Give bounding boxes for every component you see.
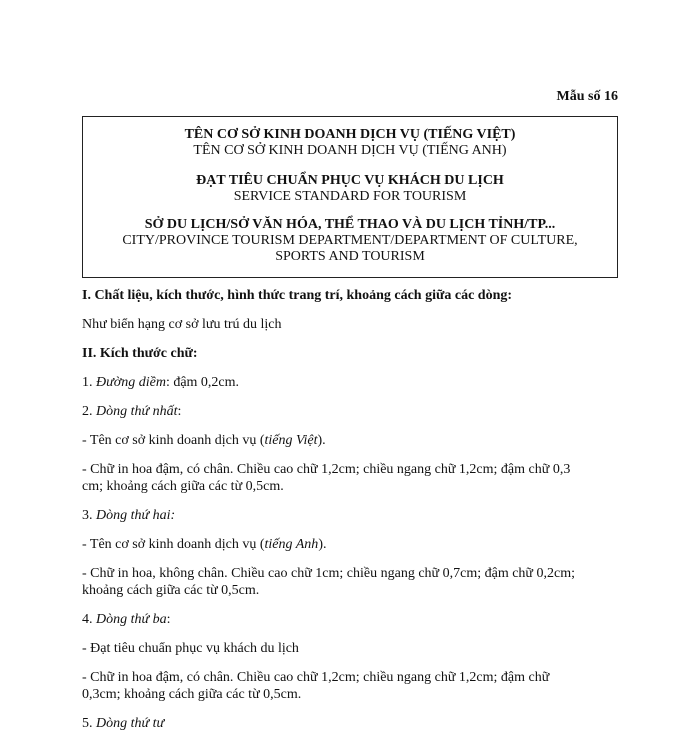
- item3-a-text: - Tên cơ sở kinh doanh dịch vụ (: [82, 537, 265, 552]
- item1: [82, 374, 622, 391]
- item1-text: : đậm 0,2cm.: [165, 375, 240, 390]
- sign-header-box: [82, 116, 618, 278]
- header-line-en-name: TÊN CƠ SỞ KINH DOANH DỊCH VỤ (TIẾNG ANH): [193, 143, 507, 158]
- item2-b-line2: cm; khoảng cách giữa các từ 0,5cm.: [82, 479, 284, 494]
- item2-b-line1: - Chữ in hoa đậm, có chân. Chiều cao chữ 1,2cm; chiều ngang chữ 1,2cm; đậm chữ 0,3: [82, 462, 571, 477]
- item3: [82, 507, 622, 524]
- header-line-standard-en: SERVICE STANDARD FOR TOURISM: [233, 189, 467, 204]
- header-line-standard-vn: ĐẠT TIÊU CHUẨN PHỤC VỤ KHÁCH DU LỊCH: [196, 173, 504, 188]
- header-line-department-en-2: SPORTS AND TOURISM: [275, 249, 425, 264]
- item4-line-a: - Đạt tiêu chuẩn phục vụ khách du lịch: [82, 641, 299, 656]
- item2: [82, 403, 622, 420]
- item5-number: 5.: [82, 716, 96, 731]
- item2-number: 2.: [82, 404, 96, 419]
- section2-heading: II. Kích thước chữ:: [82, 346, 198, 361]
- item2-a-italic: tiếng Việt: [264, 433, 318, 448]
- item2-title: Dòng thứ nhất: [96, 404, 178, 419]
- item4: [82, 611, 622, 628]
- header-line-vn-name: TÊN CƠ SỞ KINH DOANH DỊCH VỤ (TIẾNG VIỆT): [184, 127, 516, 142]
- item4-text: :: [166, 612, 171, 627]
- item4-title: Dòng thứ ba: [96, 612, 167, 627]
- item5: [82, 715, 622, 732]
- item1-title: Đường diềm: [96, 375, 166, 390]
- item3-a-end: ).: [318, 537, 327, 552]
- item5-title: Dòng thứ tư: [96, 716, 165, 731]
- item3-a-italic: tiếng Anh: [264, 537, 319, 552]
- item3-line-a: [82, 536, 622, 553]
- section1-text: Như biển hạng cơ sở lưu trú du lịch: [82, 317, 282, 332]
- header-line-department-en-1: CITY/PROVINCE TOURISM DEPARTMENT/DEPARTMENT OF CULTURE,: [122, 233, 578, 248]
- form-number: Mẫu số 16: [556, 89, 618, 104]
- item3-b-line2: khoảng cách giữa các từ 0,5cm.: [82, 583, 260, 598]
- item4-line-b: [82, 669, 622, 703]
- item2-line-a: [82, 432, 622, 449]
- item2-text: :: [177, 404, 182, 419]
- document-body: [82, 287, 622, 732]
- item3-b-line1: - Chữ in hoa, không chân. Chiều cao chữ 1cm; chiều ngang chữ 0,7cm; đậm chữ 0,2cm;: [82, 566, 576, 581]
- item3-title: Dòng thứ hai:: [96, 508, 176, 523]
- item2-line-b: [82, 461, 622, 495]
- item2-a-end: ).: [317, 433, 326, 448]
- item3-line-b: [82, 565, 622, 599]
- item4-number: 4.: [82, 612, 96, 627]
- item3-number: 3.: [82, 508, 96, 523]
- header-line-department-vn: SỞ DU LỊCH/SỞ VĂN HÓA, THỂ THAO VÀ DU LỊCH TỈNH/TP...: [144, 217, 556, 232]
- item4-b-line1: - Chữ in hoa đậm, có chân. Chiều cao chữ 1,2cm; chiều ngang chữ 1,2cm; đậm chữ: [82, 670, 550, 685]
- item2-a-text: - Tên cơ sở kinh doanh dịch vụ (: [82, 433, 265, 448]
- item4-b-line2: 0,3cm; khoảng cách giữa các từ 0,5cm.: [82, 687, 302, 702]
- item1-number: 1.: [82, 375, 96, 390]
- section1-heading: I. Chất liệu, kích thước, hình thức trang trí, khoảng cách giữa các dòng:: [82, 288, 513, 303]
